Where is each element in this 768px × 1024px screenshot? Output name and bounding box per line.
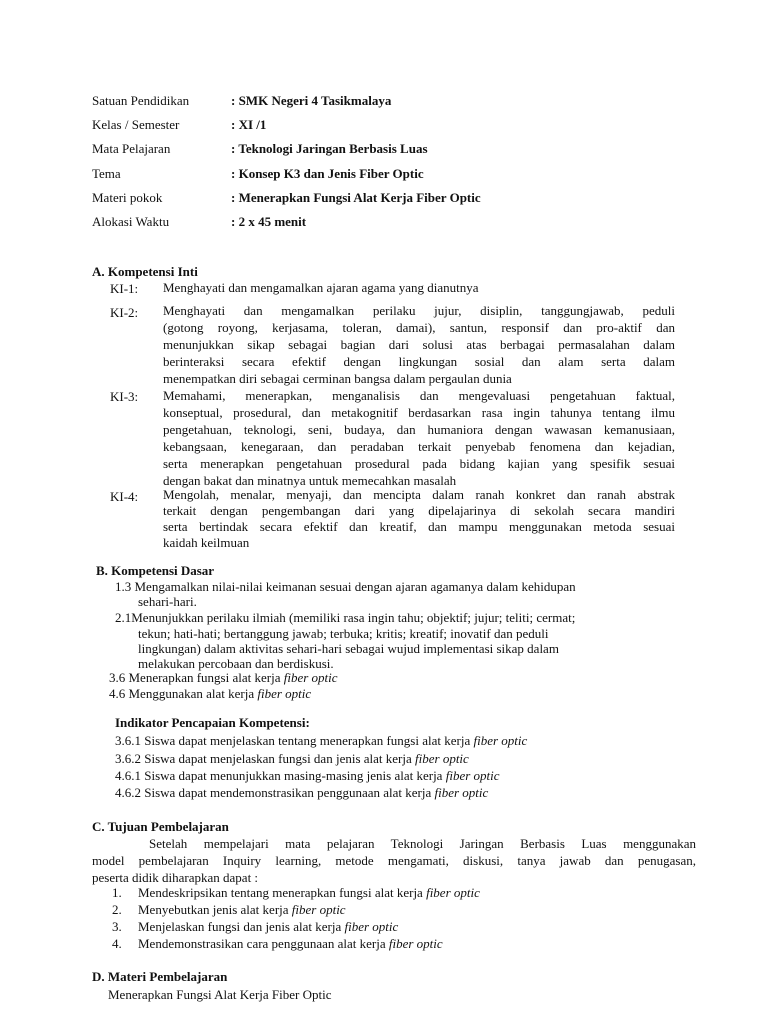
indikator-title: Indikator Pencapaian Kompetensi: — [115, 715, 310, 730]
value-alokasi-waktu: : 2 x 45 menit — [231, 214, 307, 229]
indikator-3-6-1: 3.6.1 Siswa dapat menjelaskan tentang menerapkan fungsi alat kerja fiber optic — [115, 733, 528, 748]
label-alokasi-waktu: Alokasi Waktu — [92, 214, 170, 229]
value-mata-pelajaran: : Teknologi Jaringan Berbasis Luas — [231, 141, 428, 156]
tujuan-item-3: 3. Menjelaskan fungsi dan jenis alat kerja fiber optic — [112, 919, 399, 934]
indikator-3-6-2: 3.6.2 Siswa dapat menjelaskan fungsi dan jenis alat kerja fiber optic — [115, 751, 469, 766]
tujuan-item-2: 2. Menyebutkan jenis alat kerja fiber optic — [112, 902, 346, 917]
tujuan-item-4: 4. Mendemonstrasikan cara penggunaan alat kerja fiber optic — [112, 936, 443, 951]
ki2-text: Menghayati dan mengamalkan perilaku jujur, disiplin, tanggungjawab, peduli (gotong royong, kerjasama, toleran, damai), santun, responsif dan pro-aktif dan menunjukkan sikap sebagai bagian dari solusi atas berbagai permasalahan dalam berinteraksi secara efektif dengan lingkungan sosial dan alam serta dalam menempatkan diri sebagai cerminan bangsa dalam pergaulan dunia — [163, 303, 675, 386]
kd-2-1-line1: 2.1Menunjukkan perilaku ilmiah (memiliki rasa ingin tahu; objektif; jujur; teliti; cermat; — [115, 610, 576, 625]
ki2-label: KI-2: — [110, 305, 139, 320]
label-kelas-semester: Kelas / Semester — [92, 117, 180, 132]
label-materi-pokok: Materi pokok — [92, 190, 163, 205]
value-materi-pokok: : Menerapkan Fungsi Alat Kerja Fiber Optic — [231, 190, 481, 205]
kd-1-3-line2: sehari-hari. — [138, 594, 197, 609]
tujuan-paragraph: Setelah mempelajari mata pelajaran Teknologi Jaringan Berbasis Luas menggunakan model pembelajaran Inquiry learning, metode mengamati, diskusi, tanya jawab dan penugasan, peserta didik diharapkan dapat : — [92, 836, 696, 885]
tujuan-item-1: 1. Mendeskripsikan tentang menerapkan fungsi alat kerja fiber optic — [112, 885, 480, 900]
ki3-text: Memahami, menerapkan, menganalisis dan mengevaluasi pengetahuan faktual, konseptual, prosedural, dan metakognitif berdasarkan rasa ingin tahunya tentang ilmu pengetahuan, teknologi, seni, budaya, dan humaniora dengan wawasan kemanusiaan, kebangsaan, kenegaraan, dan peradaban terkait penyebab fenomena dan kejadian, serta menerapkan pengetahuan prosedural pada bidang kajian yang spesifik sesuai dengan bakat dan minatnya untuk memecahkan masalah — [163, 388, 675, 488]
section-d-title: D. Materi Pembelajaran — [92, 969, 228, 984]
ki4-label: KI-4: — [110, 489, 139, 504]
label-satuan-pendidikan: Satuan Pendidikan — [92, 93, 190, 108]
ki1-label: KI-1: — [110, 281, 139, 296]
section-a-title: A. Kompetensi Inti — [92, 264, 198, 279]
ki4-text: Mengolah, menalar, menyaji, dan mencipta dalam ranah konkret dan ranah abstrak terkait dengan pengembangan dari yang dipelajarinya di sekolah secara mandiri serta bertindak secara efektif dan kreatif, dan mampu menggunakan metoda sesuai kaidah keilmuan — [163, 487, 675, 550]
label-mata-pelajaran: Mata Pelajaran — [92, 141, 171, 156]
kd-2-1-line4: melakukan percobaan dan berdiskusi. — [138, 656, 334, 671]
value-kelas-semester: : XI /1 — [231, 117, 267, 132]
kd-1-3-line1: 1.3 Mengamalkan nilai-nilai keimanan sesuai dengan ajaran agamanya dalam kehidupan — [115, 579, 576, 594]
indikator-4-6-2: 4.6.2 Siswa dapat mendemonstrasikan penggunaan alat kerja fiber optic — [115, 785, 489, 800]
kd-3-6: 3.6 Menerapkan fungsi alat kerja fiber optic — [109, 670, 338, 685]
value-tema: : Konsep K3 dan Jenis Fiber Optic — [231, 166, 424, 181]
ki3-label: KI-3: — [110, 389, 139, 404]
section-c-title: C. Tujuan Pembelajaran — [92, 819, 229, 834]
kd-2-1-line2: tekun; hati-hati; bertanggung jawab; terbuka; kritis; kreatif; inovatif dan peduli — [138, 626, 549, 641]
label-tema: Tema — [92, 166, 121, 181]
ki1-text: Menghayati dan mengamalkan ajaran agama yang dianutnya — [163, 280, 479, 295]
value-satuan-pendidikan: : SMK Negeri 4 Tasikmalaya — [231, 93, 392, 108]
kd-2-1-line3: lingkungan) dalam aktivitas sehari-hari sebagai wujud implementasi sikap dalam — [138, 641, 559, 656]
kd-4-6: 4.6 Menggunakan alat kerja fiber optic — [109, 686, 312, 701]
indikator-4-6-1: 4.6.1 Siswa dapat menunjukkan masing-masing jenis alat kerja fiber optic — [115, 768, 500, 783]
section-b-title: B. Kompetensi Dasar — [96, 563, 215, 578]
materi-text: Menerapkan Fungsi Alat Kerja Fiber Optic — [108, 987, 332, 1002]
